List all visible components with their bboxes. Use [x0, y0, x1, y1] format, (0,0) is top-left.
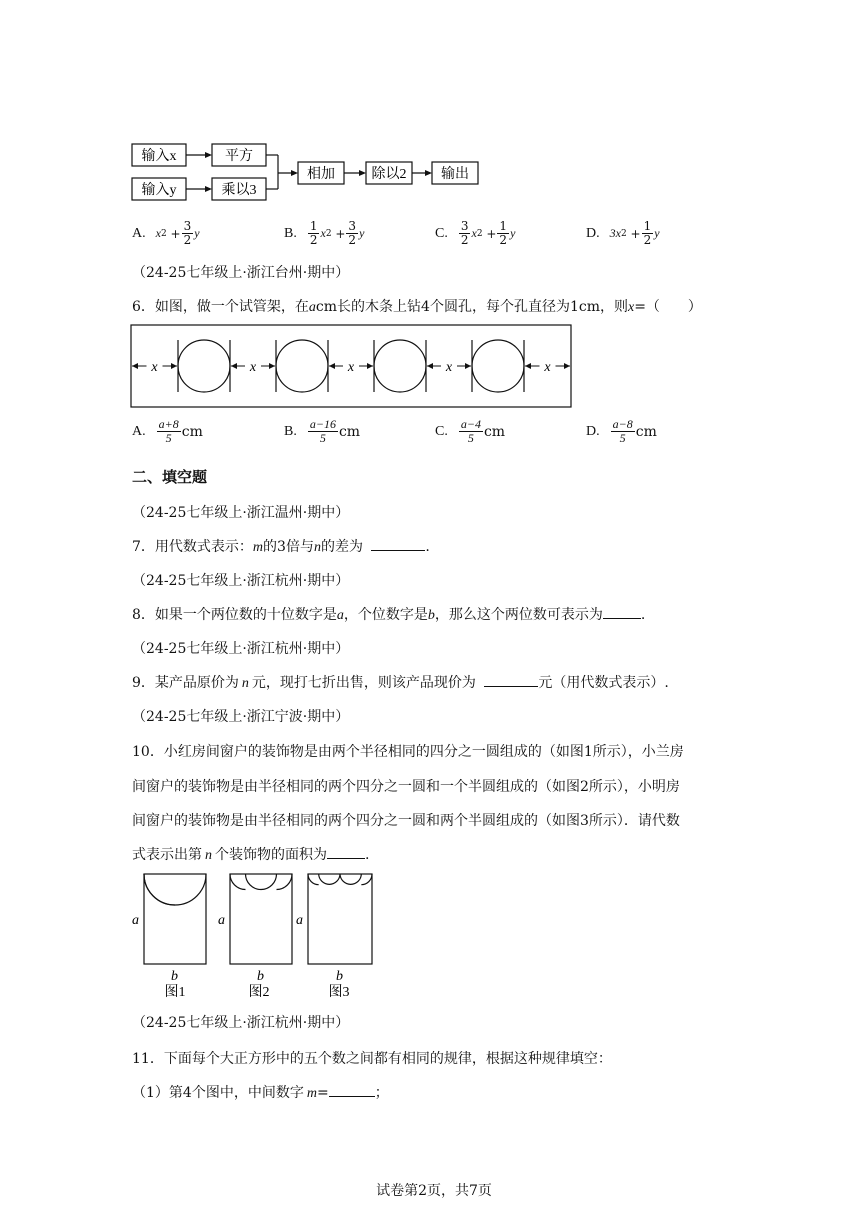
option-label: A. [132, 423, 146, 439]
answer-blank[interactable] [329, 1084, 375, 1097]
source-tag-q11: （24-25七年级上·浙江杭州·期中） [132, 1015, 350, 1031]
q6-option-c[interactable] [435, 418, 505, 445]
test-tube-rack-figure [130, 324, 574, 410]
option-label: B. [284, 423, 297, 439]
flow-times3: 乘以3 [221, 183, 257, 198]
dimension-arrow [465, 363, 471, 369]
hole-circle [374, 340, 426, 392]
unit: cm [181, 423, 203, 440]
question-11-part-1: （1）第4个图中，中间数字 m= ； [132, 1085, 389, 1101]
answer-blank[interactable] [484, 674, 538, 687]
question-9: 9．某产品原价为 n 元，现打七折出售，则该产品现价为 元（用代数式表示）. [132, 675, 669, 691]
fraction: $\frac{3}{2}$ [183, 219, 192, 247]
window-decoration-figures [128, 870, 388, 1000]
fraction: $\frac{1}{2}$ [643, 219, 652, 247]
fig2-a-label: a [218, 913, 225, 928]
fig3-caption: 图3 [328, 985, 350, 1000]
unit: cm [338, 423, 361, 440]
fraction: $\frac{3}{2}$ [348, 219, 357, 247]
question-6 [132, 296, 702, 316]
math-term: y [194, 226, 200, 240]
math-term: 3x [609, 226, 621, 240]
answer-blank[interactable] [603, 606, 641, 619]
dimension-arrow [367, 363, 373, 369]
flowchart [128, 140, 488, 204]
dimension-arrow [132, 363, 138, 369]
page-footer: 试卷第2页，共7页 [376, 1183, 492, 1199]
option-label: B. [284, 225, 297, 241]
fig1-b-label: b [171, 969, 178, 984]
question-7: 7．用代数式表示：m的3倍与n的差为 . [132, 539, 430, 555]
option-label: D. [586, 423, 600, 439]
math-term: y [359, 226, 365, 240]
q6-text2: 长的木条上钻4个圆孔，每个孔直径为1cm，则 [337, 299, 628, 315]
fig2-caption: 图2 [248, 985, 270, 1000]
fig3-a-label: a [296, 913, 303, 928]
dimension-arrow [525, 363, 531, 369]
section-title: 二、填空题 [132, 468, 208, 486]
answer-blank[interactable] [327, 846, 365, 859]
spacing-label: x [347, 360, 355, 375]
unit: cm [483, 423, 506, 440]
q5-option-d[interactable]: D. 3x 2 + $\frac{1}{2}$ y [586, 219, 660, 247]
unit: cm [635, 423, 657, 440]
option-label: A. [132, 225, 146, 241]
question-10-line-4: 式表示出第 n 个装饰物的面积为 . [132, 847, 370, 863]
q6-option-b[interactable] [284, 418, 360, 445]
math-term: x [320, 226, 326, 240]
flow-add: 相加 [307, 167, 335, 182]
question-11: 11．下面每个大正方形中的五个数之间都有相同的规律，根据这种规律填空： [132, 1051, 612, 1067]
flow-input-x: 输入x [141, 149, 177, 164]
q6-unit: cm [315, 299, 338, 315]
spacing-label: x [445, 360, 453, 375]
q6-option-d[interactable] [586, 418, 657, 445]
question-10-line-2: 间窗户的装饰物是由半径相同的两个四分之一圆和一个半圆组成的（如图2所示），小明房 [132, 779, 680, 795]
hole-circle [472, 340, 524, 392]
spacing-label: x [249, 360, 257, 375]
source-tag-q7: （24-25七年级上·浙江温州·期中） [132, 505, 350, 521]
fraction: $\frac{a-4}{5}$ [460, 417, 481, 445]
option-label: C. [435, 225, 448, 241]
flow-input-y: 输入y [141, 183, 177, 198]
flow-square: 平方 [225, 149, 253, 164]
hole-circle [276, 340, 328, 392]
q6-x: x [627, 300, 635, 315]
math-term: x [155, 226, 161, 240]
source-tag-q6: （24-25七年级上·浙江台州·期中） [132, 265, 350, 281]
question-10-line-1: 10．小红房间窗户的装饰物是由两个半径相同的四分之一圆组成的（如图1所示），小兰房 [132, 744, 684, 760]
dimension-arrow [171, 363, 177, 369]
fig1-caption: 图1 [164, 985, 186, 1000]
source-tag-q10: （24-25七年级上·浙江宁波·期中） [132, 709, 350, 725]
option-label: D. [586, 225, 600, 241]
q5-option-b[interactable]: B. $\frac{1}{2}$ x 2 + $\frac{3}{2}$ y [284, 219, 365, 247]
fraction: $\frac{a-8}{5}$ [612, 417, 633, 445]
fraction: $\frac{1}{2}$ [499, 219, 508, 247]
option-label: C. [435, 423, 448, 439]
dimension-arrow [231, 363, 237, 369]
math-term: y [654, 226, 660, 240]
q5-option-a[interactable]: A. x 2 + $\frac{3}{2}$ y [132, 219, 200, 247]
dimension-arrow [329, 363, 335, 369]
math-term: x [471, 226, 477, 240]
math-term: y [510, 226, 516, 240]
q5-option-c[interactable]: C. $\frac{3}{2}$ x 2 + $\frac{1}{2}$ y [435, 219, 516, 247]
fraction: $\frac{a+8}{5}$ [158, 417, 179, 445]
spacing-label: x [544, 360, 551, 375]
fig3-b-label: b [336, 969, 343, 984]
answer-blank[interactable] [371, 538, 425, 551]
dimension-arrow [269, 363, 275, 369]
q6-option-a[interactable] [132, 418, 203, 445]
q6-eq: =（ ） [634, 299, 702, 315]
source-tag-q8: （24-25七年级上·浙江杭州·期中） [132, 573, 350, 589]
source-tag-q9: （24-25七年级上·浙江杭州·期中） [132, 641, 350, 657]
q6-var: a [308, 300, 316, 315]
dimension-arrow [564, 363, 570, 369]
flow-output: 输出 [441, 167, 469, 182]
question-10-line-3: 间窗户的装饰物是由半径相同的两个四分之一圆和两个半圆组成的（如图3所示）．请代数 [132, 813, 680, 829]
dimension-arrow [427, 363, 433, 369]
fraction: $\frac{1}{2}$ [309, 219, 318, 247]
fig1-a-label: a [132, 913, 139, 928]
fraction: $\frac{3}{2}$ [460, 219, 469, 247]
fig2-b-label: b [257, 969, 264, 984]
spacing-label: x [151, 360, 158, 375]
question-8: 8．如果一个两位数的十位数字是a，个位数字是b，那么这个两位数可表示为 . [132, 607, 646, 623]
q6-text: 6．如图，做一个试管架，在 [132, 299, 309, 315]
flow-div2: 除以2 [371, 167, 407, 182]
hole-circle [178, 340, 230, 392]
fraction: $\frac{a-16}{5}$ [309, 417, 336, 445]
